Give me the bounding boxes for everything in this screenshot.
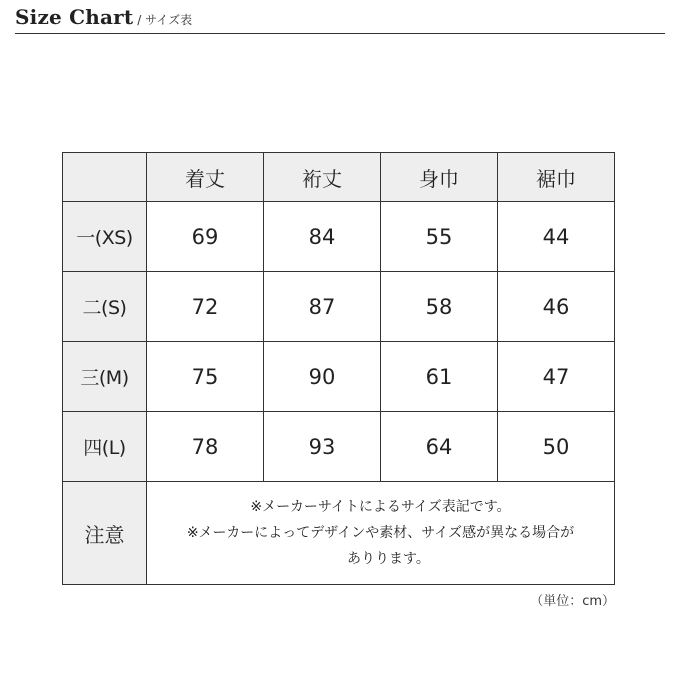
table-cell: 78 (147, 412, 264, 482)
note-label: 注意 (63, 482, 147, 585)
table-cell: 75 (147, 342, 264, 412)
table-cell: 44 (498, 202, 615, 272)
table-cell: 58 (381, 272, 498, 342)
column-header: 身巾 (381, 153, 498, 202)
table-row (63, 272, 615, 342)
size-table (62, 152, 615, 585)
row-label: 四(L) (63, 412, 147, 482)
table-cell: 84 (264, 202, 381, 272)
table-cell: 90 (264, 342, 381, 412)
table-cell: 61 (381, 342, 498, 412)
column-header: 着丈 (147, 153, 264, 202)
table-corner-cell (63, 153, 147, 202)
note-content (147, 482, 615, 585)
table-row (63, 202, 615, 272)
table-cell: 47 (498, 342, 615, 412)
note-line: ※メーカーによってデザインや素材、サイズ感が異なる場合が (186, 525, 575, 541)
table-cell: 69 (147, 202, 264, 272)
page-subtitle: / サイズ表 (137, 13, 193, 27)
table-cell: 72 (147, 272, 264, 342)
table-cell: 64 (381, 412, 498, 482)
table-cell: 93 (264, 412, 381, 482)
unit-label: （単位：cm） (530, 594, 615, 609)
page-title: Size Chart (15, 5, 134, 29)
table-row (63, 412, 615, 482)
page-header (15, 4, 665, 34)
table-cell: 46 (498, 272, 615, 342)
table-row (63, 342, 615, 412)
note-row (63, 482, 615, 585)
table-cell: 50 (498, 412, 615, 482)
table-header-row (63, 153, 615, 202)
column-header: 裾巾 (498, 153, 615, 202)
note-line: ありります。 (347, 551, 430, 567)
column-header: 裄丈 (264, 153, 381, 202)
note-line: ※メーカーサイトによるサイズ表記です。 (250, 499, 511, 515)
row-label: 二(S) (63, 272, 147, 342)
table-cell: 87 (264, 272, 381, 342)
table-cell: 55 (381, 202, 498, 272)
row-label: 一(XS) (63, 202, 147, 272)
row-label: 三(M) (63, 342, 147, 412)
